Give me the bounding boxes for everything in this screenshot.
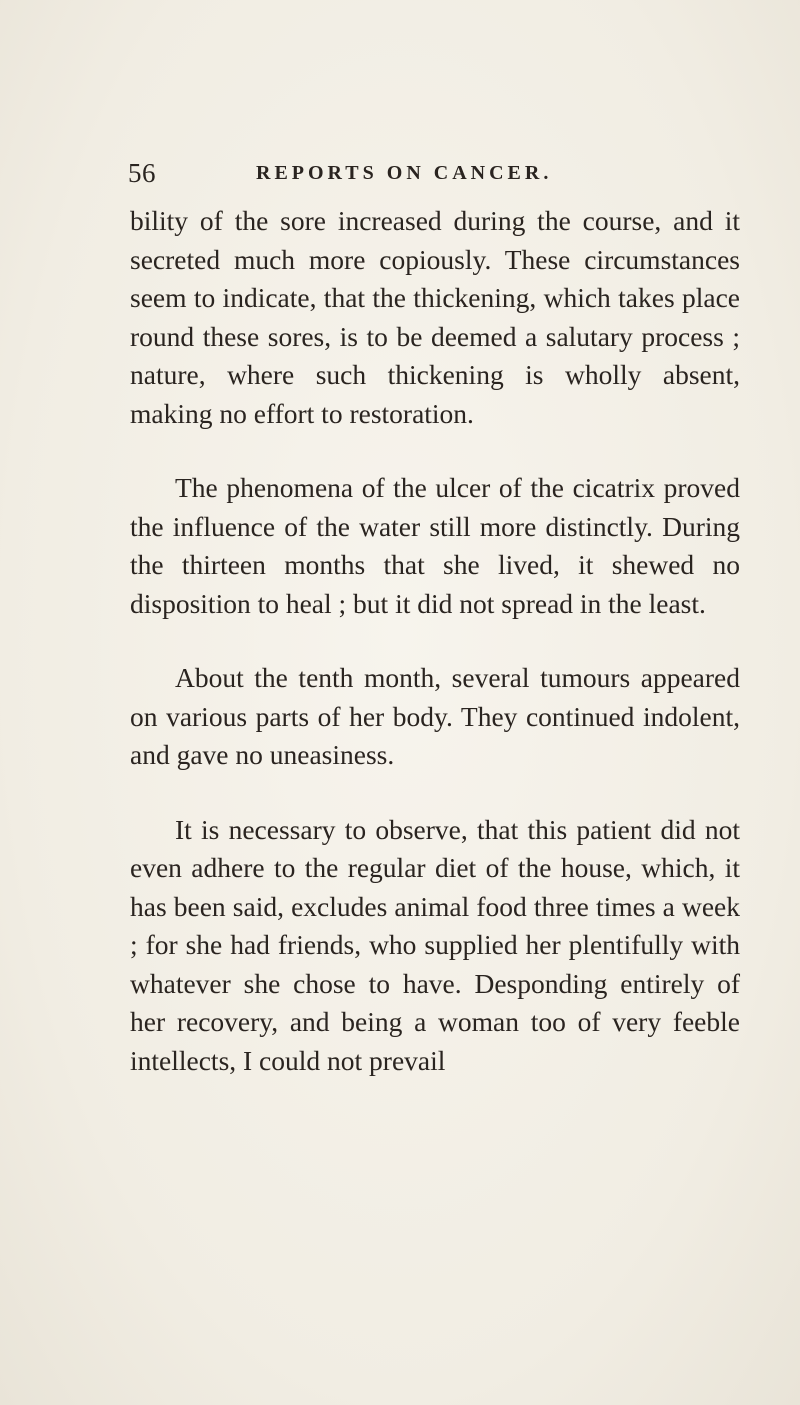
- page-number: 56: [128, 158, 156, 188]
- paragraph-4: It is necessary to observe, that this patient did not even adhere to the regular diet of the house, which, it has been said, excludes animal food three times a week ; for she had friends, who supplied her plentifully with whatever she chose to have. Desponding entirely of her recovery, and being a woman too of very feeble intellects, I could not prevail: [130, 813, 740, 1076]
- paragraph-2: The phenomena of the ulcer of the cicatrix proved the influence of the water still more distinctly. During the thirteen months that she lived, it shewed no disposition to heal ; but it did not spread in the least.: [130, 472, 740, 619]
- running-title: REPORTS ON CANCER.: [256, 162, 553, 184]
- running-head: [128, 158, 738, 198]
- paragraph-3: About the tenth month, several tumours appeared on various parts of her body. They continued indolent, and gave no uneasiness.: [130, 662, 740, 770]
- body-text: [130, 202, 740, 1116]
- paragraph-1: bility of the sore increased during the course, and it secreted much more copiously. These circumstances seem to indicate, that the thickening, which takes place round these sores, is to be deemed a salutary process ; nature, where such thickening is wholly absent, making no effort to restoration.: [130, 205, 740, 429]
